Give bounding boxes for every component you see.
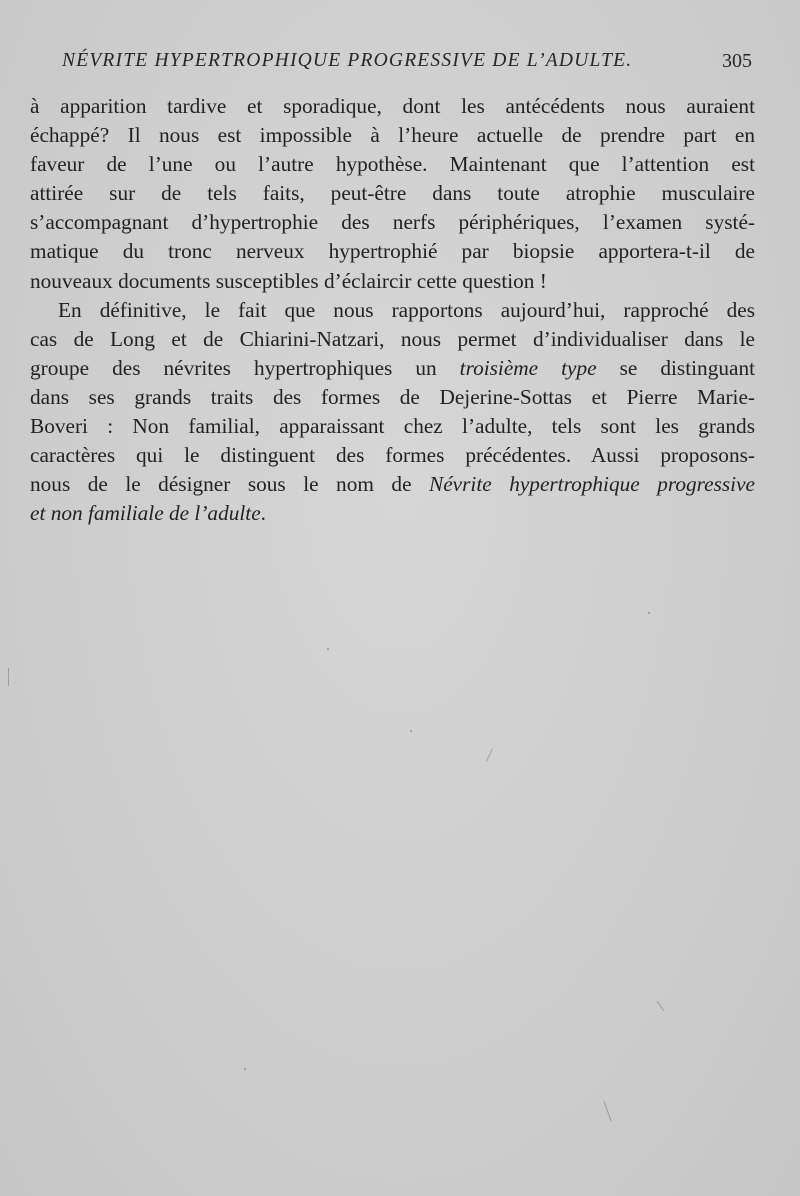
text-line — [30, 499, 755, 528]
text-line: nouveaux documents susceptibles d’éclaircir cette question ! — [30, 268, 547, 293]
text-line: En définitive, le fait que nous rapportons aujourd’hui, rapproché des — [58, 297, 755, 322]
text-line: attirée sur de tels faits, peut-être dans toute atrophie musculaire — [30, 181, 755, 206]
text-line: à apparition tardive et sporadique, dont les antécédents nous auraient — [30, 94, 755, 118]
emphasis-text: Névrite hypertrophique progressive — [429, 472, 755, 497]
paragraph-1 — [30, 92, 755, 296]
running-header — [62, 50, 752, 86]
running-title: NÉVRITE HYPERTROPHIQUE PROGRESSIVE DE L’ADULTE. — [62, 50, 633, 71]
text-run: . — [260, 501, 266, 526]
text-line: échappé? Il nous est impossible à l’heure actuelle de prendre part en — [30, 123, 755, 148]
paper-speck — [410, 730, 412, 732]
paper-speck — [648, 612, 650, 614]
text-line: Boveri : Non familial, apparaissant chez l’adulte, tels sont les grands — [30, 414, 755, 439]
paper-speck — [244, 1068, 246, 1070]
emphasis-text: et non familiale de l’adulte — [30, 501, 261, 526]
page-number: 305 — [722, 50, 752, 72]
paper-scratch — [8, 668, 9, 686]
text-line — [30, 354, 755, 383]
paragraph-2 — [30, 296, 755, 529]
body-text — [30, 92, 755, 528]
text-line: caractères qui le distinguent des formes précédentes. Aussi proposons- — [30, 443, 755, 468]
text-line: faveur de l’une ou l’autre hypothèse. Maintenant que l’attention est — [30, 152, 755, 177]
text-run: groupe des névrites hypertrophiques un — [30, 355, 460, 380]
text-line: dans ses grands traits des formes de Dejerine-Sottas et Pierre Marie- — [30, 384, 755, 409]
text-line: cas de Long et de Chiarini-Natzari, nous permet d’individualiser dans le — [30, 326, 755, 351]
paper-scratch — [603, 1100, 611, 1121]
text-line: matique du tronc nerveux hypertrophié par biopsie apportera-t-il de — [30, 239, 755, 264]
paper-scratch — [657, 1001, 665, 1011]
text-line — [30, 470, 755, 499]
text-run: se distinguant — [596, 355, 756, 380]
text-run: nous de le désigner sous le nom de — [30, 472, 430, 497]
emphasis-text: troisième type — [459, 355, 597, 380]
paper-scratch — [486, 748, 493, 761]
text-line: s’accompagnant d’hypertrophie des nerfs périphériques, l’examen systé- — [30, 210, 755, 235]
paper-speck — [327, 648, 329, 650]
